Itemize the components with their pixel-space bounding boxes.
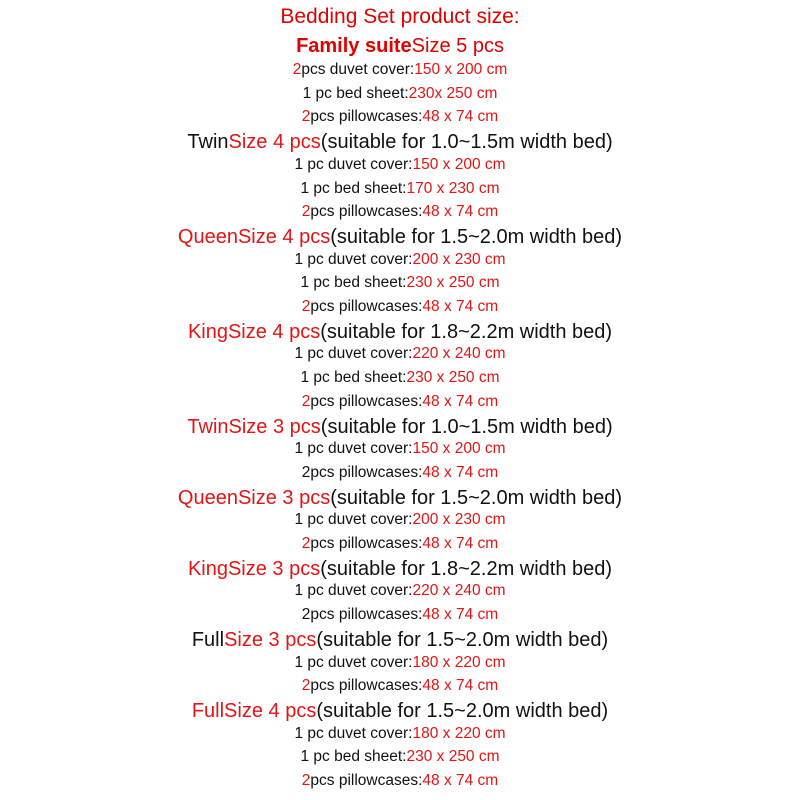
- text-segment: pcs pillowcases:: [310, 392, 423, 410]
- text-segment: 2: [301, 392, 311, 410]
- text-segment: 2: [301, 677, 311, 695]
- text-segment: 230x 250 cm: [408, 84, 498, 102]
- text-segment: QueenSize 4 pcs: [177, 225, 331, 248]
- text-segment: 48 x 74 cm: [422, 463, 499, 481]
- text-segment: 220 x 240 cm: [412, 345, 506, 363]
- text-segment: 2: [301, 535, 311, 552]
- text-segment: (suitable for 1.0~1.5m width bed): [320, 415, 613, 438]
- size-detail-line: [0, 179, 800, 199]
- text-segment: 230 x 250 cm: [406, 369, 500, 387]
- text-segment: 230 x 250 cm: [406, 748, 500, 766]
- text-segment: (suitable for 1.5~2.0m width bed): [316, 699, 609, 722]
- size-detail-line: [0, 202, 800, 222]
- text-segment: 1 pc bed sheet:: [302, 84, 409, 102]
- size-detail-line: [0, 463, 800, 483]
- text-segment: pcs duvet cover:: [301, 61, 415, 78]
- text-segment: 1 pc duvet cover:: [294, 582, 413, 600]
- text-segment: 2: [301, 203, 311, 221]
- size-detail-line: [0, 107, 800, 127]
- size-detail-line: [0, 510, 800, 530]
- text-segment: 48 x 74 cm: [422, 392, 499, 410]
- size-heading: [0, 628, 800, 652]
- text-segment: 220 x 240 cm: [412, 582, 506, 600]
- size-detail-line: [0, 297, 800, 317]
- size-detail-line: [0, 155, 800, 175]
- text-segment: 48 x 74 cm: [422, 677, 499, 695]
- size-detail-line: [0, 250, 800, 270]
- size-detail-line: [0, 724, 800, 744]
- size-detail-line: [0, 84, 800, 104]
- text-segment: KingSize 4 pcs: [187, 320, 321, 343]
- text-segment: 48 x 74 cm: [422, 108, 499, 126]
- text-segment: 48 x 74 cm: [422, 772, 499, 789]
- size-detail-line: [0, 771, 800, 791]
- text-segment: 180 x 220 cm: [412, 653, 506, 671]
- size-heading: [0, 130, 800, 154]
- size-detail-line: [0, 605, 800, 625]
- size-detail-line: [0, 60, 800, 80]
- text-segment: (suitable for 1.5~2.0m width bed): [330, 486, 623, 509]
- size-detail-line: [0, 368, 800, 388]
- text-segment: (suitable for 1.8~2.2m width bed): [320, 320, 613, 343]
- text-segment: 1 pc duvet cover:: [294, 345, 413, 363]
- text-segment: 48 x 74 cm: [422, 203, 499, 221]
- text-segment: 2: [301, 772, 311, 789]
- text-segment: Size 4 pcs: [228, 131, 321, 154]
- size-heading: [0, 557, 800, 581]
- text-segment: 1 pc bed sheet:: [300, 748, 407, 766]
- size-detail-line: [0, 392, 800, 412]
- text-segment: pcs pillowcases:: [310, 108, 423, 126]
- text-segment: (suitable for 1.5~2.0m width bed): [330, 225, 623, 248]
- text-segment: Size 3 pcs: [224, 628, 317, 651]
- size-heading: [0, 486, 800, 510]
- size-detail-line: [0, 273, 800, 293]
- text-segment: 1 pc duvet cover:: [294, 653, 413, 671]
- text-segment: pcs pillowcases:: [310, 677, 423, 695]
- text-segment: 2: [301, 108, 311, 126]
- text-segment: 48 x 74 cm: [422, 606, 499, 624]
- size-heading: [0, 699, 800, 723]
- text-segment: TwinSize 3 pcs: [187, 415, 321, 438]
- text-segment: 48 x 74 cm: [422, 535, 499, 552]
- size-heading: [0, 320, 800, 344]
- text-segment: Twin: [187, 131, 229, 154]
- text-segment: pcs pillowcases:: [310, 772, 423, 789]
- family-suite-name: Family suite: [296, 35, 412, 57]
- size-detail-line: [0, 676, 800, 696]
- text-segment: 1 pc bed sheet:: [300, 274, 407, 292]
- text-segment: 2: [301, 298, 311, 315]
- text-segment: KingSize 3 pcs: [187, 557, 321, 580]
- text-segment: 1 pc bed sheet:: [300, 369, 407, 387]
- family-suite-size: Size 5 pcs: [411, 35, 504, 57]
- text-segment: QueenSize 3 pcs: [177, 486, 331, 509]
- text-segment: 2pcs pillowcases:: [301, 606, 423, 624]
- text-segment: 200 x 230 cm: [412, 511, 506, 529]
- page-title: Bedding Set product size:: [280, 5, 520, 28]
- text-segment: 1 pc duvet cover:: [294, 511, 413, 529]
- text-segment: 1 pc bed sheet:: [300, 179, 407, 197]
- text-segment: 1 pc duvet cover:: [294, 440, 413, 458]
- text-segment: 150 x 200 cm: [412, 440, 506, 458]
- text-segment: 2: [292, 61, 302, 78]
- text-segment: 1 pc duvet cover:: [294, 250, 413, 268]
- text-segment: pcs pillowcases:: [310, 298, 423, 315]
- size-detail-line: [0, 653, 800, 673]
- size-detail-line: [0, 534, 800, 554]
- text-segment: (suitable for 1.0~1.5m width bed): [320, 131, 613, 154]
- text-segment: 150 x 200 cm: [412, 155, 506, 173]
- text-segment: (suitable for 1.5~2.0m width bed): [316, 628, 609, 651]
- text-segment: 2pcs pillowcases:: [301, 463, 423, 481]
- text-segment: (suitable for 1.8~2.2m width bed): [320, 557, 613, 580]
- size-heading: [0, 225, 800, 249]
- text-segment: 1 pc duvet cover:: [294, 155, 413, 173]
- text-segment: 230 x 250 cm: [406, 274, 500, 292]
- size-detail-line: [0, 439, 800, 459]
- text-segment: 200 x 230 cm: [412, 250, 506, 268]
- size-detail-line: [0, 344, 800, 364]
- text-segment: pcs pillowcases:: [310, 203, 423, 221]
- size-heading: [0, 415, 800, 439]
- text-segment: 170 x 230 cm: [406, 179, 500, 197]
- text-segment: 48 x 74 cm: [422, 298, 499, 315]
- text-segment: FullSize 4 pcs: [191, 699, 317, 722]
- size-detail-line: [0, 581, 800, 601]
- text-segment: 1 pc duvet cover:: [294, 724, 413, 742]
- family-suite-heading: [0, 34, 800, 58]
- text-segment: 150 x 200 cm: [414, 61, 508, 78]
- text-segment: Full: [191, 628, 225, 651]
- size-detail-line: [0, 747, 800, 767]
- text-segment: pcs pillowcases:: [310, 535, 423, 552]
- text-segment: 180 x 220 cm: [412, 724, 506, 742]
